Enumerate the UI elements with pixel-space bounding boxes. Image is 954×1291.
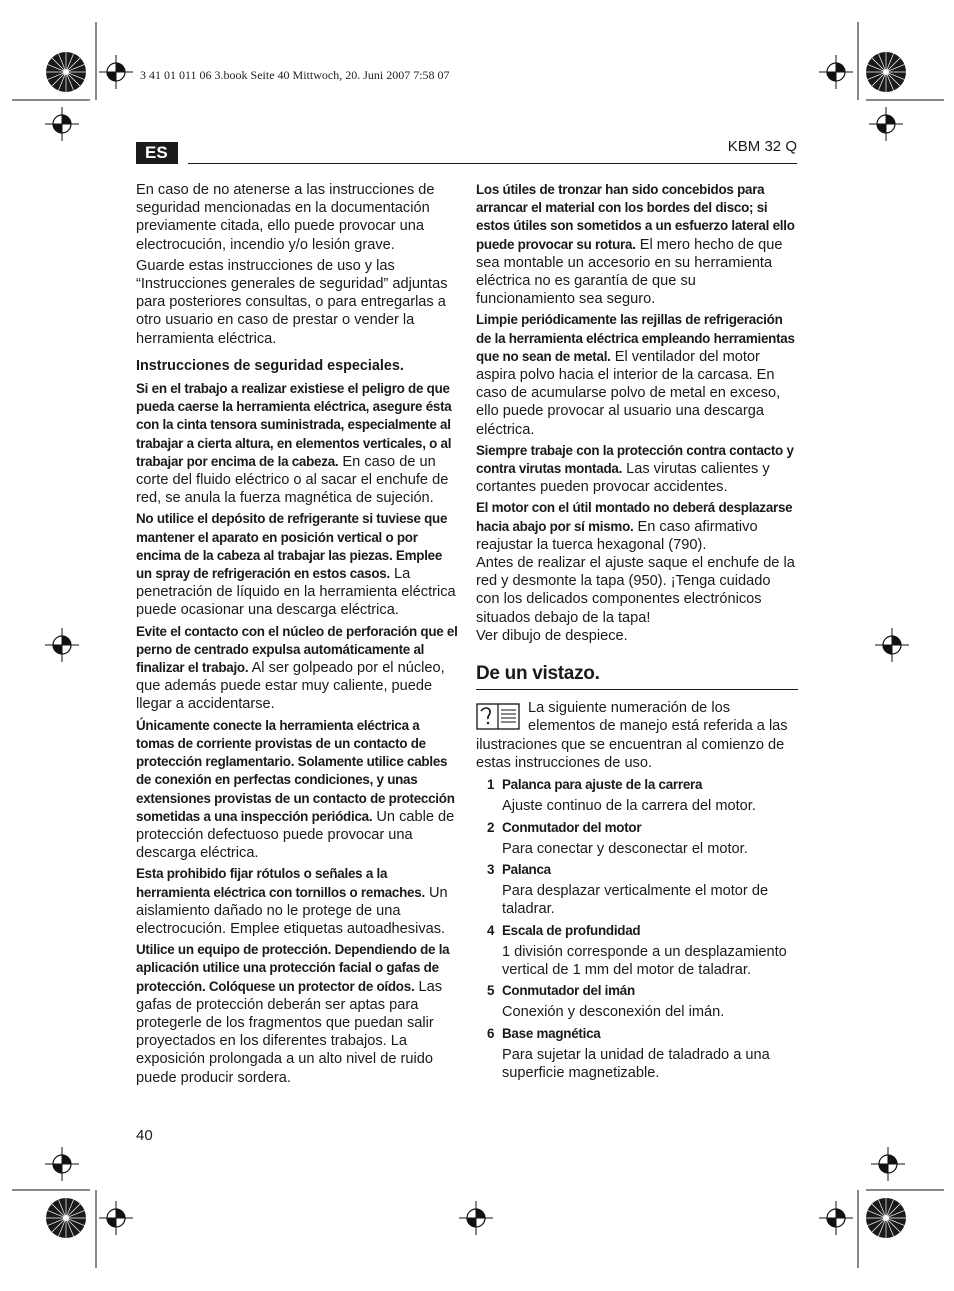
print-slug: 3 41 01 011 06 3.book Seite 40 Mittwoch, 20. Juni 2007 7:58 07 — [140, 68, 450, 82]
safety-rule: No utilice el depósito de refrigerante si tuviese que mantener el aparato en posición vertical o por encima de la cabeza al trabajar las piezas. Emplee un spray de refrigeración en estos casos. La penetración de líquido en la herramienta eléctrica puede ocasionar una descarga eléctrica. — [136, 511, 456, 619]
page-number: 40 — [136, 1127, 153, 1144]
safety-rule: Evite el contacto con el núcleo de perforación que el perno de centrado expulsa automáticamente al finalizar el trabajo. Al ser golpeado por el núcleo, que además puede estar muy caliente, puede llegar a accidentarse. — [136, 623, 458, 713]
safety-rule: Siempre trabaje con la protección contra contacto y contra virutas montada. Las virutas calientes y cortantes pueden provocar accidentes. — [476, 442, 794, 496]
model-name: KBM 32 Q — [727, 138, 797, 155]
safety-rule: Si en el trabajo a realizar existiese el peligro de que pueda caerse la herramienta eléctrica, asegure ésta con la cinta tensora suministrada, especialmente al trabajar a cierta altura, en elementos verticales, o al trabajar por encima de la cabeza. En caso de un corte del fluido eléctrico o al sacar el enchufe de red, se anula la fuerza magnética de sujeción. — [136, 381, 452, 507]
component-list — [476, 776, 798, 1082]
list-item: 5 Conmutador del imán Conexión y desconexión del imán. — [487, 983, 725, 1021]
safety-rule: Únicamente conecte la herramienta eléctrica a tomas de corriente provistas de un contacto de protección reglamentario. Solamente utilice cables de conexión en perfectas condiciones, y unas extensiones provistas de un contacto de protección sometidas a una inspección periódica. Un cable de protección defectuoso puede provocar una descarga eléctrica. — [136, 717, 455, 862]
intro-block — [476, 699, 798, 772]
language-badge: ES — [136, 142, 178, 164]
left-column — [136, 181, 458, 1090]
safety-rule: Esta prohibido fijar rótulos o señales a la herramienta eléctrica con tornillos o remaches. Un aislamiento dañado no le protege de una electrocución. Emplee etiquetas autoadhesivas. — [136, 866, 448, 937]
paragraph: Antes de realizar el ajuste saque el enchufe de la red y desmonte la tapa (950). ¡Tenga cuidado con los delicados componentes electrónicos situados debajo de la tapa! — [476, 555, 795, 626]
list-item: 3 Palanca Para desplazar verticalmente el motor de taladrar. — [487, 861, 769, 918]
section-title: De un vistazo. — [476, 665, 798, 690]
intro-text: La siguiente numeración de los elementos de manejo está referida a las ilustraciones que se encuentran al comienzo de estas instrucciones de uso. — [476, 700, 788, 771]
safety-rule: El motor con el útil montado no deberá desplazarse hacia abajo por sí mismo. En caso afirmativo reajustar la tuerca hexagonal (790). — [476, 500, 793, 553]
right-column — [476, 181, 798, 1085]
header-rule — [188, 163, 797, 164]
list-item: 6 Base magnética Para sujetar la unidad de taladrado a una superficie magnetizable. — [487, 1025, 770, 1081]
safety-rule: Los útiles de tronzar han sido concebidos para arrancar el material con los bordes del disco; si estos útiles son sometidos a un esfuerzo lateral ello puede provocar su rotura. El mero hecho de que sea montable un accesorio en su herramienta eléctrica no es garantía de que su funcionamiento sea seguro. — [476, 182, 795, 308]
paragraph: En caso de no atenerse a las instrucciones de seguridad mencionadas en la documentación previamente citada, ello puede provocar una electrocución, incendio y/o lesión grave. — [136, 182, 435, 253]
safety-rule: Utilice un equipo de protección. Dependiendo de la aplicación utilice una protección facial o gafas de protección. Colóquese un protector de oídos. Las gafas de protección deberán ser aptas para protegerle de los fragmentos que puedan salir proyectados en los diferentes trabajos. La exposición prolongada a un alto nivel de ruido puede producir sordera. — [136, 942, 450, 1086]
list-item: 2 Conmutador del motor Para conectar y desconectar el motor. — [487, 819, 748, 857]
list-item: 1 Palanca para ajuste de la carrera Ajuste continuo de la carrera del motor. — [487, 777, 756, 815]
safety-rule: Limpie periódicamente las rejillas de refrigeración de la herramienta eléctrica empleando herramientas que no sean de metal. El ventilador del motor aspira polvo hacia el interior de la carcasa. En caso de acumularse polvo de metal en exceso, ello puede provocar al usuario una descarga eléctrica. — [476, 312, 795, 438]
list-item: 4 Escala de profundidad 1 división corresponde a un desplazamiento vertical de 1 mm del motor de taladrar. — [487, 922, 787, 978]
paragraph: Ver dibujo de despiece. — [476, 627, 628, 644]
book-icon — [476, 701, 520, 731]
subheading: Instrucciones de seguridad especiales. — [136, 357, 404, 374]
paragraph: Guarde estas instrucciones de uso y las “Instrucciones generales de seguridad” adjuntas para posteriores consultas, o para entregarlas a otro usuario en caso de prestar o vender la herramienta eléctrica. — [136, 257, 448, 347]
